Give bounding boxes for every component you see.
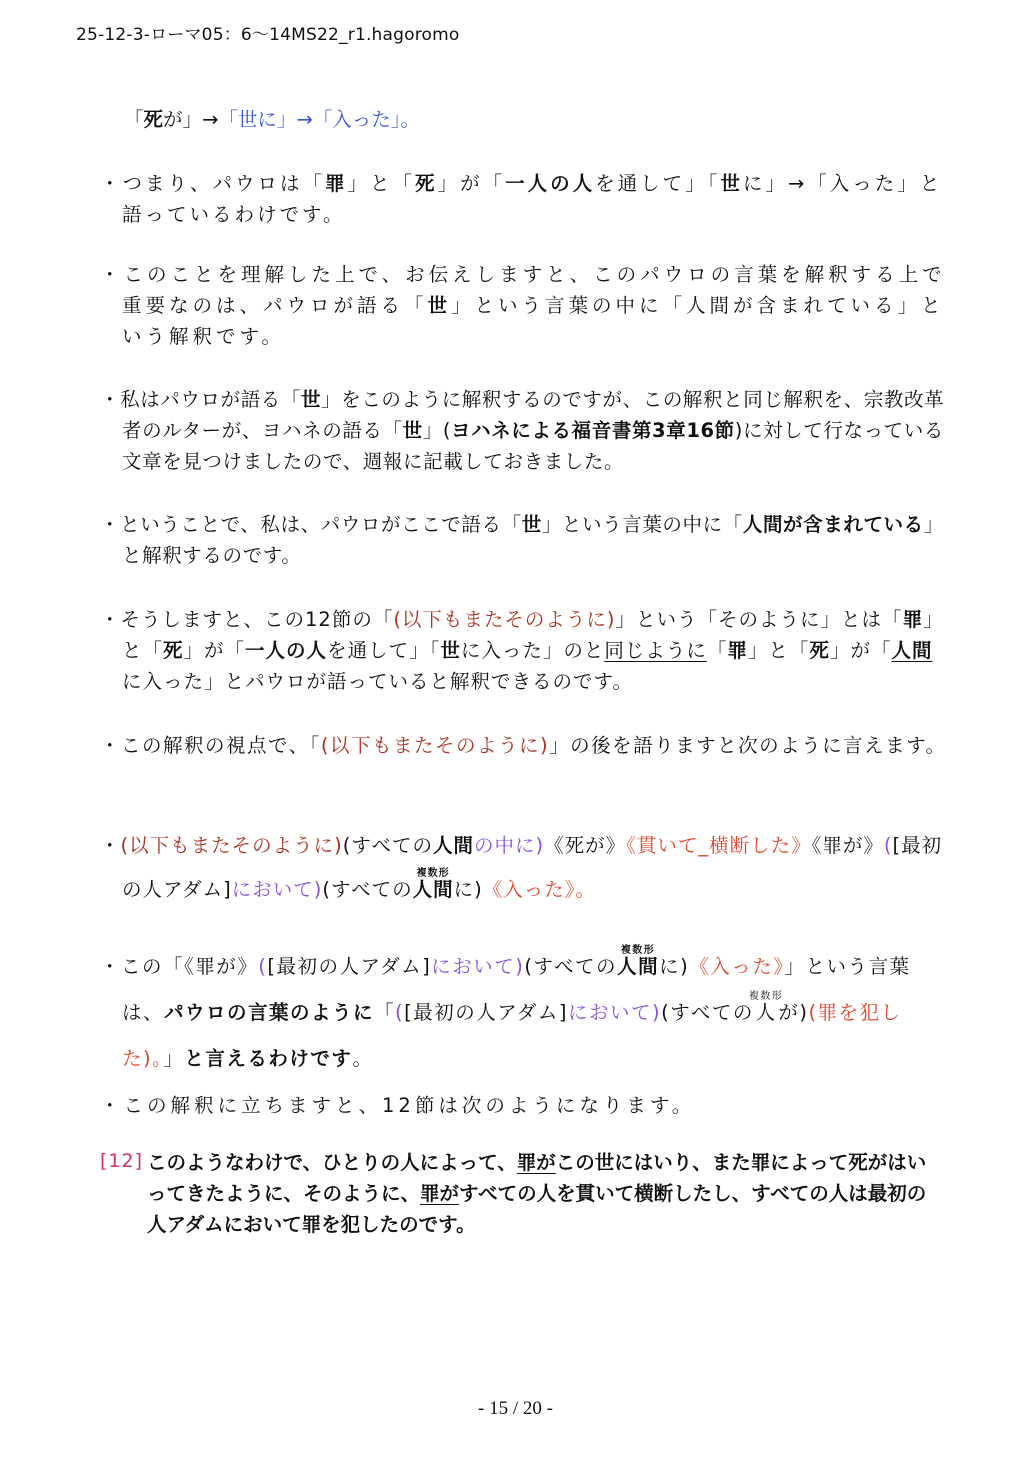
text-bold: 死 — [809, 639, 830, 662]
text: ・この解釈の視点で、「 — [100, 734, 321, 757]
text-bold: と言えるわけです — [184, 1047, 353, 1070]
text-bold: 人間 — [432, 834, 474, 857]
text: (すべての — [342, 834, 433, 857]
text: 」 — [163, 1047, 185, 1070]
text-bold: 死 — [143, 108, 164, 131]
bullet-paragraph-8 — [100, 944, 952, 1082]
text-bold: 罪 — [727, 639, 748, 662]
verse-part: この世にはいり、また罪によって死がはいってきた — [147, 1151, 927, 1205]
text-bold: 人間 — [617, 955, 660, 978]
text: を通して」「 — [595, 172, 721, 195]
text-bold: パウロの言葉のように — [164, 1001, 375, 1024]
text: 」( — [422, 419, 452, 442]
text: 」という言葉は、 — [122, 955, 911, 1024]
document-title: 25-12-3-ローマ05：6〜14MS22_r1.hagoromo — [76, 25, 460, 45]
text: 「 — [124, 108, 144, 131]
text: ・この「《罪が》 — [100, 955, 259, 978]
verse-part: すべての人を貫いて横断したし、すべての人は最初の人アダムにおいて罪を犯したのです。 — [147, 1182, 927, 1236]
text-bold: 世 — [427, 294, 452, 317]
bullet-paragraph-6 — [100, 730, 952, 761]
text: に) — [453, 878, 483, 901]
text: ・このことを理解した上で、お伝えしますと、このパウロの言葉を解釈する上で重要なのは、パウロが語る「 — [100, 263, 946, 317]
verse-text — [147, 1147, 927, 1240]
ruby-annotation: 複数形 — [748, 991, 784, 1002]
text-blue: 「世に」→「入った」。 — [218, 108, 420, 131]
text: に入った」とパウロが語っていると解釈できるのです。 — [122, 670, 633, 693]
text-red: 《入った》。 — [482, 878, 596, 901]
text: ・この解釈に立ちますと、12節は次のようになります。 — [100, 1094, 696, 1117]
verse-part-underlined: 罪が — [516, 1151, 556, 1174]
plural-ruby — [617, 945, 660, 978]
text: 」をこのように解釈するのですが、この解釈と同じ解釈を、宗教改革者のルターが、ヨハネの語る「 — [122, 388, 945, 442]
text: ・そうしますと、この12節の「 — [100, 608, 394, 631]
plural-ruby — [412, 868, 454, 901]
text: 」が「 — [183, 639, 246, 662]
bullet-paragraph-2 — [100, 259, 952, 352]
text-dark-red: (以下もまたそのように) — [393, 608, 616, 631]
text-bold: 世 — [720, 172, 743, 195]
text-purple: において) — [431, 955, 525, 978]
text: [最初の人アダム] — [122, 834, 943, 901]
text: 《罪が》 — [811, 834, 884, 857]
text-bold: 世 — [301, 388, 322, 411]
bullet-paragraph-5 — [100, 604, 952, 697]
text: 「 — [374, 1001, 396, 1024]
intro-line — [124, 104, 954, 135]
text: [最初の人アダム] — [267, 955, 432, 978]
text-red: 《貫いて_横断した》 — [626, 834, 812, 857]
text: ・つまり、パウロは「 — [100, 172, 326, 195]
text-bold: 世 — [402, 419, 423, 442]
text: (すべての — [322, 878, 413, 901]
verse-part-underlined: 罪が — [420, 1182, 460, 1205]
text-purple: ( — [258, 955, 268, 978]
text-red: 《入った》 — [689, 955, 785, 978]
text: ・ — [100, 834, 121, 857]
text: 」と「 — [347, 172, 416, 195]
text: [最初の人アダム] — [404, 1001, 569, 1024]
text-bold-underlined: 人間 — [891, 639, 933, 662]
page-number: - 15 / 20 - — [478, 1398, 553, 1419]
text: 」と「 — [747, 639, 810, 662]
text-bold: 人間 — [412, 878, 454, 901]
text-dark-red: (以下もまたそのように) — [320, 734, 550, 757]
text: に) — [659, 955, 690, 978]
bullet-paragraph-9 — [100, 1090, 952, 1121]
text-bold: 一人の人 — [245, 639, 328, 662]
text: 」と解釈するのです。 — [122, 513, 944, 567]
bullet-paragraph-1 — [100, 168, 952, 230]
text-bold: 罪 — [902, 608, 924, 631]
text-purple: において) — [231, 878, 323, 901]
text: 「 — [706, 639, 728, 662]
text: (すべての — [524, 955, 618, 978]
text: 人 — [748, 1001, 784, 1024]
text-bold: 死 — [163, 639, 184, 662]
bullet-paragraph-4 — [100, 509, 952, 571]
text: 」と「 — [122, 608, 944, 662]
bullet-paragraph-3 — [100, 384, 952, 477]
text-bold: 罪 — [325, 172, 348, 195]
text-red: (罪を犯した)。 — [122, 1001, 902, 1070]
text: 《死が》 — [544, 834, 627, 857]
text: 」が「 — [829, 639, 892, 662]
text-bold: 死 — [415, 172, 438, 195]
text-bold: 人間が含まれている — [742, 513, 924, 536]
text-bold: 世 — [440, 639, 461, 662]
text-bold: 世 — [521, 513, 542, 536]
bullet-paragraph-7 — [100, 824, 952, 912]
verse-number: [12] — [100, 1150, 144, 1172]
text-purple: において) — [568, 1001, 662, 1024]
text: 」という「そのように」とは「 — [615, 608, 903, 631]
text: が) — [778, 1001, 809, 1024]
text: 」が「 — [437, 172, 506, 195]
text-underlined: 同じように — [604, 639, 707, 662]
text-dark-red: (以下もまたそのように) — [120, 834, 343, 857]
text-purple: の中に) — [473, 834, 545, 857]
text: 」という言葉の中に「 — [541, 513, 743, 536]
text: ・ということで、私は、パウロがここで語る「 — [100, 513, 522, 536]
text: (すべての — [661, 1001, 754, 1024]
text: ・私はパウロが語る「 — [100, 388, 302, 411]
text: )に対して行なっている文章を見つけましたので、週報に記載しておきました。 — [122, 419, 944, 473]
plural-ruby — [748, 991, 784, 1024]
ruby-annotation: 複数形 — [617, 945, 660, 956]
verse-part: このようなわけで、ひとりの人によって、 — [147, 1151, 517, 1174]
text: 。 — [352, 1047, 374, 1070]
text: 」という言葉の中に「人間が含まれている」という解釈です。 — [122, 294, 945, 348]
ruby-annotation: 複数形 — [412, 868, 454, 879]
scripture-reference: ヨハネによる福音書第3章16節 — [451, 419, 735, 442]
text: 」の後を語りますと次のように言えます。 — [549, 734, 947, 757]
text: に入った」のと — [460, 639, 605, 662]
text-bold: 一人の人 — [505, 172, 596, 195]
text: を通して」「 — [327, 639, 441, 662]
text-purple: ( — [395, 1001, 405, 1024]
verse-part-emphasis: ように、そのように、 — [225, 1182, 421, 1205]
text-purple: ( — [883, 834, 893, 857]
text: が」→ — [163, 108, 219, 131]
text: に」→「入った」と語っているわけです。 — [122, 172, 943, 226]
